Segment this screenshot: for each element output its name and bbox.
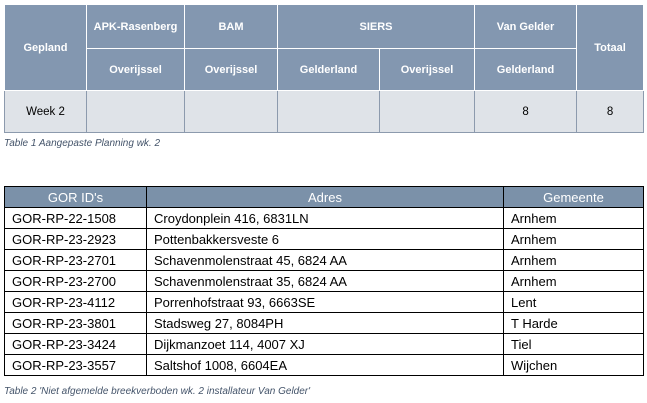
gor-id: GOR-RP-23-2923 xyxy=(5,229,147,250)
gemeente: Arnhem xyxy=(504,208,644,229)
gor-id: GOR-RP-23-2701 xyxy=(5,250,147,271)
table2-caption: Table 2 'Niet afgemelde breekverboden wk. 2 installateur Van Gelder' xyxy=(4,386,311,397)
table-row xyxy=(5,208,644,229)
header-bam: BAM xyxy=(185,5,278,49)
adres: Schavenmolenstraat 35, 6824 AA xyxy=(147,271,504,292)
planning-row-week2 xyxy=(5,91,644,133)
table-row xyxy=(5,250,644,271)
gemeente: Arnhem xyxy=(504,250,644,271)
subheader-siers-overijssel: Overijssel xyxy=(380,49,475,91)
header-gemeente: Gemeente xyxy=(504,187,644,208)
address-table xyxy=(4,186,644,376)
gemeente: Arnhem xyxy=(504,271,644,292)
adres: Dijkmanzoet 114, 4007 XJ xyxy=(147,334,504,355)
header-totaal: Totaal xyxy=(577,5,644,91)
row-label: Week 2 xyxy=(5,91,87,133)
adres: Pottenbakkersveste 6 xyxy=(147,229,504,250)
gor-id: GOR-RP-23-3801 xyxy=(5,313,147,334)
gor-id: GOR-RP-23-4112 xyxy=(5,292,147,313)
table-row xyxy=(5,292,644,313)
cell-siers-gelderland xyxy=(278,91,380,133)
header-apk-rasenberg: APK-Rasenberg xyxy=(87,5,185,49)
table-row xyxy=(5,271,644,292)
table-row xyxy=(5,355,644,376)
subheader-bam-overijssel: Overijssel xyxy=(185,49,278,91)
adres: Saltshof 1008, 6604EA xyxy=(147,355,504,376)
gemeente: Arnhem xyxy=(504,229,644,250)
header-gepland: Gepland xyxy=(5,5,87,91)
gor-id: GOR-RP-23-3424 xyxy=(5,334,147,355)
gor-id: GOR-RP-23-3557 xyxy=(5,355,147,376)
gor-id: GOR-RP-22-1508 xyxy=(5,208,147,229)
cell-bam-overijssel xyxy=(185,91,278,133)
subheader-siers-gelderland: Gelderland xyxy=(278,49,380,91)
gemeente: Tiel xyxy=(504,334,644,355)
cell-vangelder-gelderland: 8 xyxy=(475,91,577,133)
table1-caption: Table 1 Aangepaste Planning wk. 2 xyxy=(4,138,161,149)
adres: Porrenhofstraat 93, 6663SE xyxy=(147,292,504,313)
gor-id: GOR-RP-23-2700 xyxy=(5,271,147,292)
adres: Schavenmolenstraat 45, 6824 AA xyxy=(147,250,504,271)
header-van-gelder: Van Gelder xyxy=(475,5,577,49)
planning-table xyxy=(4,4,644,133)
header-siers: SIERS xyxy=(278,5,475,49)
cell-apk-overijssel xyxy=(87,91,185,133)
table-row xyxy=(5,229,644,250)
subheader-apk-overijssel: Overijssel xyxy=(87,49,185,91)
gemeente: T Harde xyxy=(504,313,644,334)
adres: Croydonplein 416, 6831LN xyxy=(147,208,504,229)
cell-totaal: 8 xyxy=(577,91,644,133)
header-gor-ids: GOR ID's xyxy=(5,187,147,208)
subheader-vangelder-gelderland: Gelderland xyxy=(475,49,577,91)
cell-siers-overijssel xyxy=(380,91,475,133)
gemeente: Lent xyxy=(504,292,644,313)
adres: Stadsweg 27, 8084PH xyxy=(147,313,504,334)
table-row xyxy=(5,334,644,355)
gemeente: Wijchen xyxy=(504,355,644,376)
table-row xyxy=(5,313,644,334)
header-adres: Adres xyxy=(147,187,504,208)
